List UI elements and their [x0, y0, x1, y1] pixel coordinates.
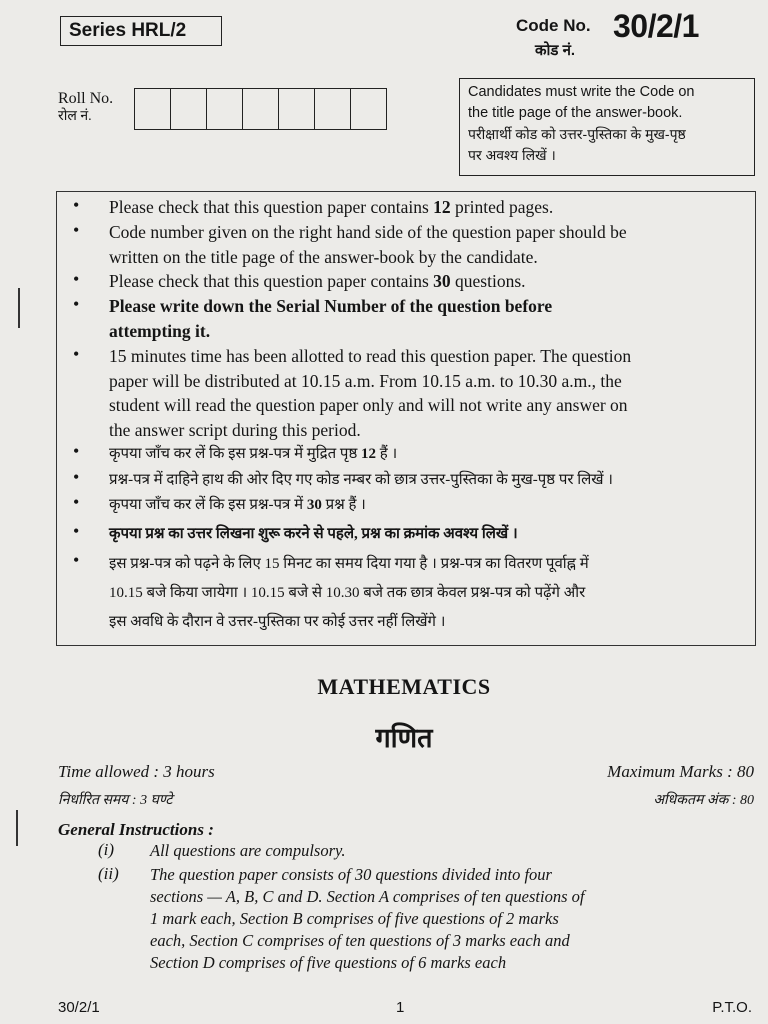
maximum-marks-hindi: अधिकतम अंक : 80	[653, 793, 754, 808]
roll-label-hindi: रोल नं.	[58, 109, 92, 124]
general-instruction-text: All questions are compulsory.	[150, 841, 346, 860]
roll-number-cell	[279, 88, 315, 130]
time-allowed: Time allowed : 3 hours	[58, 762, 215, 781]
instruction-line: 1 mark each, Section B comprises of five questions of 2 marks	[150, 909, 559, 928]
bullet-icon: •	[73, 441, 80, 461]
roll-number-cell	[207, 88, 243, 130]
instruction-number: (i)	[98, 840, 115, 859]
instruction-line: sections — A, B, C and D. Section A comprises of ten questions of	[150, 887, 585, 906]
code-label: Code No.	[516, 16, 591, 35]
notice-line: पर अवश्य लिखें ।	[468, 147, 556, 163]
footer-code: 30/2/1	[58, 999, 100, 1016]
bullet-icon: •	[73, 550, 80, 570]
instruction-number: (ii)	[98, 864, 119, 883]
instructions-box: • Please check that this question paper contains 12 printed pages. • Code number given on the right hand side of the question paper should be written on the title page of the answer-book by the candidate. • Please check that this question paper contains 30 questions. • Please write down the Serial Number of the question before attempting it. • 15 minutes time has been allotted to read this question paper. The question paper will be distributed at 10.15 a.m. From 10.15 a.m. to 10.30 a.m., the student will read the question paper only and will not write any answer on the answer script during this period. • कृपया जाँच कर लें कि इस प्रश्न-पत्र में मुद्रित पृष्ठ 12 हैं । • प्रश्न-पत्र में दाहिने हाथ की ओर दिए गए कोड नम्बर को छात्र उत्तर-पुस्तिका के मुख-पृष्ठ पर लिखें । • कृपया जाँच कर लें कि इस प्रश्न-पत्र में 30 प्रश्न हैं । • कृपया प्रश्न का उत्तर लिखना शुरू करने से पहले, प्रश्न का क्रमांक अवश्य लिखें । • इस प्रश्न-पत्र को पढ़ने के लिए 15 मिनट का समय दिया गया है । प्रश्न-पत्र का वितरण पूर्वाह्न में 10.15 बजे किया जायेगा । 10.15 बजे से 10.30 बजे तक छात्र केवल प्रश्न-पत्र को पढ़ेंगे और इस अवधि के दौरान वे उत्तर-पुस्तिका पर कोई उत्तर नहीं लिखेंगे ।	[56, 191, 756, 646]
instruction-line: Section D comprises of five questions of 6 marks each	[150, 953, 507, 972]
subject-title: MATHEMATICS	[317, 674, 491, 699]
bullet-icon: •	[73, 467, 80, 487]
notice-line: the title page of the answer-book.	[468, 105, 683, 121]
series-label: Series HRL/2	[60, 16, 222, 46]
instruction-line: The question paper consists of 30 questions divided into four	[150, 865, 552, 884]
subject-title-hindi: गणित	[375, 723, 433, 753]
please-turn-over: P.T.O.	[712, 999, 752, 1016]
roll-number-cell	[351, 88, 387, 130]
page-number: 1	[396, 999, 405, 1016]
bullet-icon: •	[73, 344, 80, 364]
margin-mark	[18, 288, 20, 328]
bullet-icon: •	[73, 492, 80, 512]
roll-number-label	[58, 90, 113, 126]
code-value: 30/2/1	[613, 8, 699, 44]
notice-line: Candidates must write the Code on	[468, 84, 695, 100]
bullet-icon: •	[73, 195, 80, 215]
bullet-icon: •	[73, 269, 80, 289]
time-allowed-hindi: निर्धारित समय : 3 घण्टे	[58, 793, 173, 808]
roll-number-cell	[135, 88, 171, 130]
general-instructions-heading: General Instructions :	[58, 820, 214, 839]
code-label-hindi: कोड नं.	[535, 42, 576, 59]
code-notice-box	[459, 78, 755, 176]
general-instruction-text	[150, 864, 712, 974]
roll-label-english: Roll No.	[58, 90, 114, 107]
bullet-icon: •	[73, 521, 80, 541]
instruction-line: each, Section C comprises of ten questions of 3 marks each and	[150, 931, 570, 950]
margin-mark	[16, 810, 18, 846]
roll-number-cell	[243, 88, 279, 130]
notice-line: परीक्षार्थी कोड को उत्तर-पुस्तिका के मुख-पृष्ठ	[468, 126, 686, 142]
maximum-marks: Maximum Marks : 80	[607, 762, 754, 781]
bullet-icon: •	[73, 294, 80, 314]
bullet-icon: •	[73, 220, 80, 240]
roll-number-grid	[134, 88, 387, 130]
roll-number-cell	[315, 88, 351, 130]
roll-number-cell	[171, 88, 207, 130]
